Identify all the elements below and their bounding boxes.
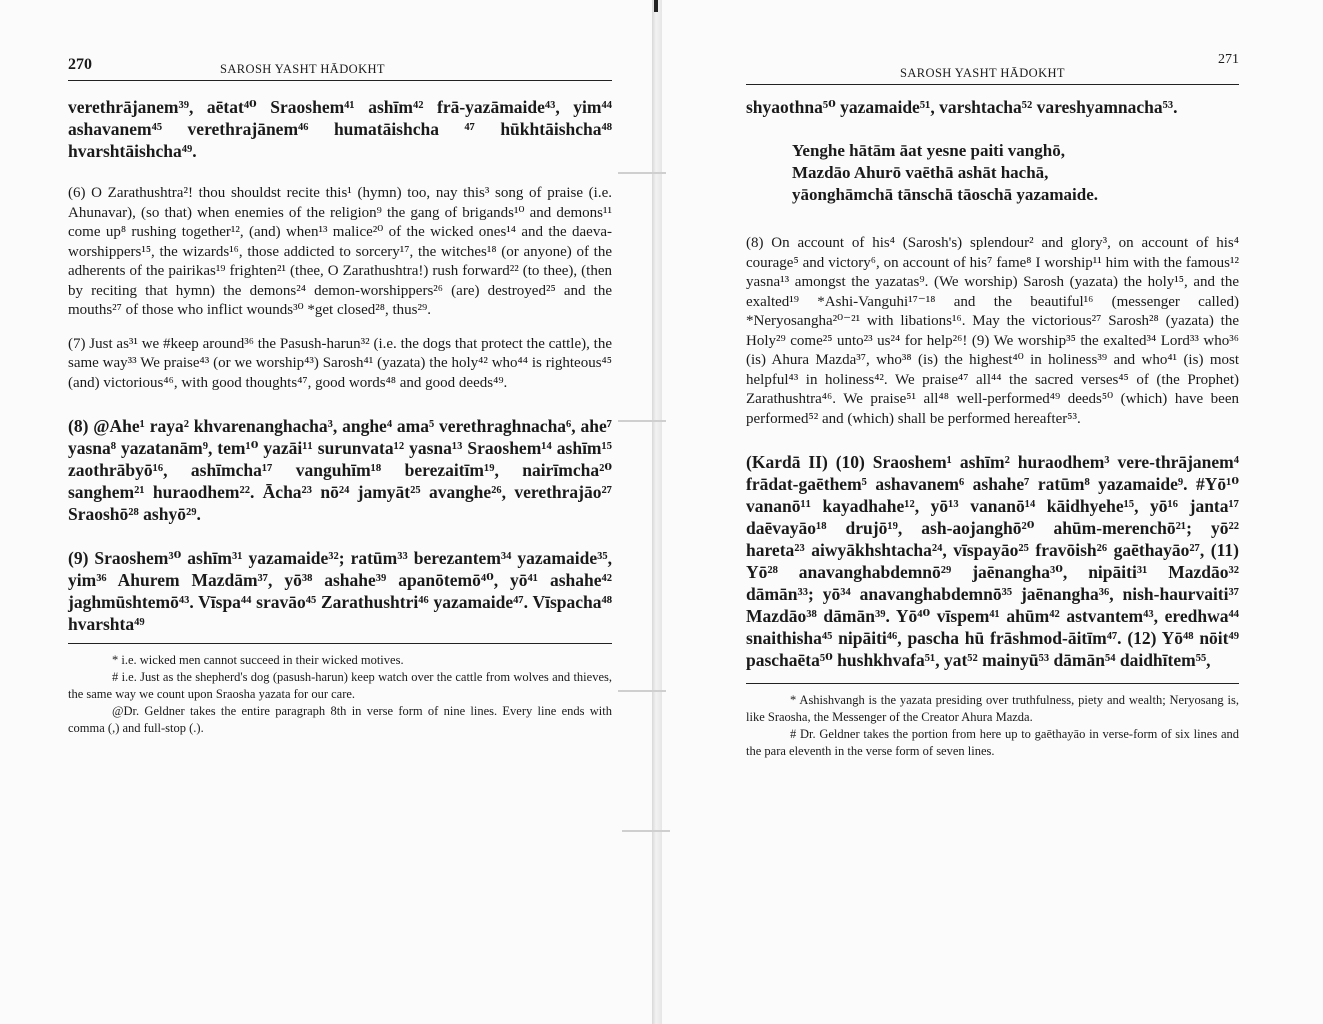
left-page <box>0 0 652 1024</box>
translation-paragraph: (7) Just as³¹ we #keep around³⁶ the Pasush-harun³² (i.e. the dogs that protect the cattle), the same way³³ We praise⁴³ (or we worship⁴³) Sarosh⁴¹ (yazata) the holy⁴² who⁴⁴ is righteous⁴⁵ (and) victorious⁴⁶, with good thoughts⁴⁷, good words⁴⁸ and good deeds⁴⁹. <box>68 335 612 391</box>
avestan-paragraph: (8) @Ahe¹ raya² khvarenanghacha³, anghe⁴ ama⁵ verethraghnacha⁶, ahe⁷ yasna⁸ yazatanām⁹, tem¹⁰ yazāi¹¹ surunvata¹² yasna¹³ Sraoshem¹⁴ ashīm¹⁵ zaothrābyō¹⁶, ashīmcha¹⁷ vanguhīm¹⁸ berezaitīm¹⁹, nairīmcha²⁰ sanghem²¹ huraodhem²². Ācha²³ nō²⁴ jamyāt²⁵ avanghe²⁶, verethrajāo²⁷ Sraoshō²⁸ ashyō²⁹. <box>68 416 612 524</box>
left-page-header <box>68 56 612 78</box>
footnote: * i.e. wicked men cannot succeed in their wicked motives. <box>112 653 404 667</box>
gutter-tick <box>622 830 670 832</box>
avestan-opening-line: shyaothna⁵⁰ yazamaide⁵¹, varshtacha⁵² vareshyamnacha⁵³. <box>746 97 1178 117</box>
verse-line: Yenghe hātām āat yesne paiti vanghō, <box>792 141 1065 160</box>
page-number: 270 <box>68 56 92 73</box>
running-head: SAROSH YASHT HĀDOKHT <box>220 62 385 76</box>
footnotes <box>68 643 612 737</box>
avestan-paragraph: (Kardā II) (10) Sraoshem¹ ashīm² huraodhem³ vere-thrājanem⁴ frādat-gaēthem⁵ ashavanem⁶ ashahe⁷ ratūm⁸ yazamaide⁹. #Yō¹⁰ vananō¹¹ kayadhahe¹², yō¹³ vananō¹⁴ kāidhyehe¹⁵, yō¹⁶ janta¹⁷ daēvayāo¹⁸ drujō¹⁹, ash-aojanghō²⁰ ahūm-merenchō²¹; yō²² hareta²³ aiwyākhshtacha²⁴, vīspayāo²⁵ fravōish²⁶ gaēthayāo²⁷, (11) Yō²⁸ anavanghabdemnō²⁹ jaēnangha³⁰, nipāiti³¹ Mazdāo³² dāmān³³; yō³⁴ anavanghabdemnō³⁵ jaēnangha³⁶, nish-haurvaiti³⁷ Mazdāo³⁸ dāmān³⁹. Yō⁴⁰ vīspem⁴¹ ahūm⁴² astvantem⁴³, eredhwa⁴⁴ snaithisha⁴⁵ nipāiti⁴⁶, pascha hū frāshmod-āitīm⁴⁷. (12) Yō⁴⁸ nōit⁴⁹ paschaēta⁵⁰ hushkhvafa⁵¹, yat⁵² mainyū⁵³ dāmān⁵⁴ daidhītem⁵⁵, <box>746 452 1239 670</box>
footnote: @Dr. Geldner takes the entire paragraph 8th in verse form of nine lines. Every line ends with comma (,) and full-stop (.). <box>68 704 612 735</box>
footnote: * Ashishvangh is the yazata presiding over truthfulness, piety and wealth; Neryosang is, like Sraosha, the Messenger of the Creator Ahura Mazda. <box>746 693 1239 724</box>
footnote: # Dr. Geldner takes the portion from here up to gaēthayāo in verse-form of six lines and the para eleventh in the verse form of seven lines. <box>746 727 1239 758</box>
right-page-header <box>746 52 1239 80</box>
binding-mark <box>654 0 658 12</box>
header-rule <box>746 84 1239 85</box>
verse-block <box>792 140 1239 206</box>
gutter-tick <box>618 690 666 692</box>
footnote: # i.e. Just as the shepherd's dog (pasush-harun) keep watch over the cattle from wolves and thieves, the same way we count upon Sraosha yazata for our care. <box>68 670 612 701</box>
avestan-paragraph: (9) Sraoshem³⁰ ashīm³¹ yazamaide³²; ratūm³³ berezantem³⁴ yazamaide³⁵, yim³⁶ Ahurem Mazdām³⁷, yō³⁸ ashahe³⁹ apanōtemō⁴⁰, yō⁴¹ ashahe⁴² jaghmūshtemō⁴³. Vīspa⁴⁴ sravāo⁴⁵ Zarathushtri⁴⁶ yazamaide⁴⁷. Vīspacha⁴⁸ hvarshta⁴⁹ <box>68 548 612 634</box>
book-gutter <box>652 0 662 1024</box>
footnotes <box>746 683 1239 760</box>
verse-line: Mazdāo Ahurō vaēthā ashāt hachā, <box>792 163 1049 182</box>
running-head: SAROSH YASHT HĀDOKHT <box>900 66 1065 80</box>
avestan-paragraph: verethrājanem³⁹, aētat⁴⁰ Sraoshem⁴¹ ashīm⁴² frā-yazāmaide⁴³, yim⁴⁴ ashavanem⁴⁵ verethrajānem⁴⁶ humatāishcha ⁴⁷ hūkhtāishcha⁴⁸ hvarshtāishcha⁴⁹. <box>68 97 612 161</box>
right-page <box>652 0 1323 1024</box>
header-rule <box>68 80 612 81</box>
translation-paragraph: (8) On account of his⁴ (Sarosh's) splendour² and glory³, on account of his⁴ courage⁵ and victory⁶, on account of his⁷ fame⁸ I worship¹¹ him with the famous¹² yasna¹³ amongst the yazatas⁹. (We worship) Sarosh (yazata) the holy¹⁵, and the exalted¹⁹ *Ashi-Vanguhi¹⁷⁻¹⁸ and the beautiful¹⁶ (messenger called) *Neryosangha²⁰⁻²¹ with libations¹⁶. May the victorious²⁷ Sarosh²⁸ (yazata) the Holy²⁹ come²⁵ unto²³ us²⁴ for help²⁶! (9) We worship³⁵ the exalted³⁴ Lord³³ who³⁶ (is) Ahura Mazda³⁷, who³⁸ (is) the highest⁴⁰ in holiness³⁹ and who⁴¹ (is) most helpful⁴³ in holiness⁴². We praise⁴⁷ all⁴⁴ the sacred verses⁴⁵ of (the Prophet) Zarathushtra⁴⁶. We praise⁵¹ all⁴⁸ well-performed⁴⁹ deeds⁵⁰ (which) have been performed⁵² and (which) shall be performed hereafter⁵³. <box>746 235 1239 427</box>
footnote-rule <box>746 683 1239 684</box>
gutter-tick <box>618 420 666 422</box>
gutter-tick <box>618 172 666 174</box>
page-number: 271 <box>1218 52 1239 67</box>
verse-line: yāonghāmchā tānschā tāoschā yazamaide. <box>792 185 1099 204</box>
translation-paragraph: (6) O Zarathushtra²! thou shouldst recite this¹ (hymn) too, nay this³ song of praise (i.e. Ahunavar), (so that) when enemies of the religion⁹ the gang of brigands¹⁰ and demons¹¹ come up⁸ rushing together¹², (and) when¹³ malice²⁰ of the wicked ones¹⁴ and the daeva-worshippers¹⁵, the wizards¹⁶, those addicted to sorcery¹⁷, the witches¹⁸ (or anyone) of the adherents of the pairikas¹⁹ frighten²¹ (thee, O Zarathushtra!) rush forward²² (to thee), (then by reciting that hymn) the demons²⁴ demon-worshippers²⁶ (are) destroyed²⁵ and the mouths²⁷ of those who inflict wounds³⁰ *get closed²⁸, thus²⁹. <box>68 185 612 318</box>
footnote-rule <box>68 643 612 644</box>
